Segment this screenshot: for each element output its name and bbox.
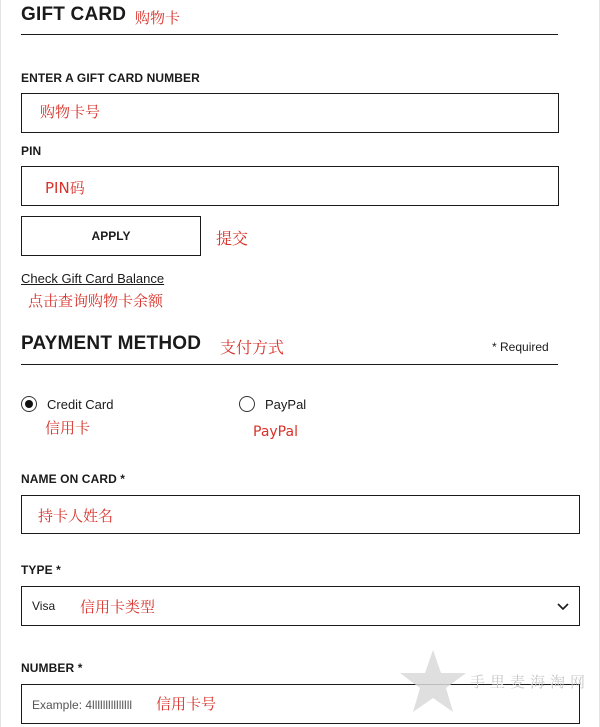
required-note: * Required (492, 340, 549, 354)
credit-card-label: Credit Card (47, 396, 114, 412)
card-number-note: 信用卡号 (156, 695, 217, 713)
apply-note: 提交 (216, 229, 249, 248)
gift-card-title-note: 购物卡 (135, 9, 181, 27)
chevron-down-icon[interactable] (557, 602, 569, 611)
gift-card-title: GIFT CARD (21, 4, 127, 25)
gift-card-number-input[interactable] (21, 93, 559, 133)
pin-label: PIN (21, 144, 42, 158)
payment-divider (21, 364, 558, 365)
check-balance-note: 点击查询购物卡余额 (28, 292, 164, 310)
paypal-option[interactable] (239, 396, 306, 412)
card-type-note: 信用卡类型 (80, 598, 156, 616)
pin-note: PIN码 (45, 179, 85, 197)
paypal-label: PayPal (265, 396, 307, 412)
gift-card-divider (21, 34, 558, 35)
credit-card-radio[interactable] (21, 396, 37, 412)
gift-card-number-note: 购物卡号 (40, 103, 101, 121)
watermark-text: 手里麦海淘网 (470, 673, 591, 691)
radio-selected-dot (25, 400, 33, 408)
card-type-label: TYPE * (21, 563, 61, 577)
payment-method-title: PAYMENT METHOD (21, 333, 202, 354)
gift-card-number-label: ENTER A GIFT CARD NUMBER (21, 71, 200, 85)
card-number-placeholder: Example: 4lllllllllllllll (32, 698, 133, 712)
star-icon (398, 648, 468, 714)
paypal-note: PayPal (253, 424, 298, 440)
pin-input[interactable] (21, 166, 559, 206)
card-type-select[interactable] (21, 586, 580, 626)
left-edge (0, 0, 1, 727)
card-type-value: Visa (32, 599, 56, 613)
paypal-radio[interactable] (239, 396, 255, 412)
check-balance-link[interactable]: Check Gift Card Balance (21, 271, 165, 286)
credit-card-note: 信用卡 (45, 419, 91, 437)
apply-button[interactable] (21, 216, 201, 256)
name-on-card-input[interactable] (21, 495, 580, 534)
payment-method-note: 支付方式 (220, 338, 285, 357)
apply-button-label: APPLY (91, 229, 131, 243)
name-on-card-label: NAME ON CARD * (21, 472, 126, 486)
card-number-label: NUMBER * (21, 661, 83, 675)
credit-card-option[interactable] (21, 396, 113, 412)
name-on-card-note: 持卡人姓名 (38, 507, 114, 525)
